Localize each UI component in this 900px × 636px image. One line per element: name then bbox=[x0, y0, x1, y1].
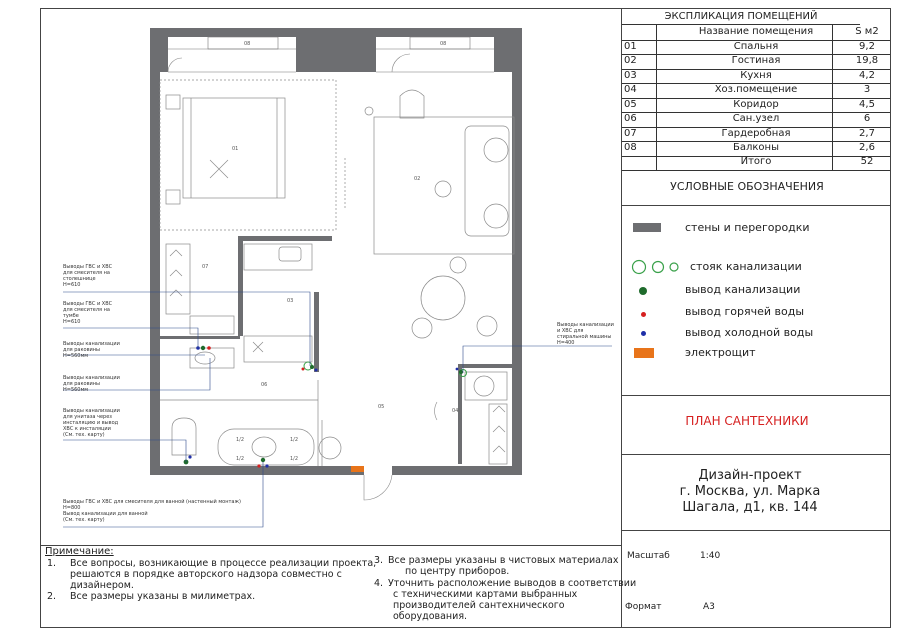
pipe-size-label: 1/2 bbox=[290, 437, 299, 443]
wall-pillar-3 bbox=[494, 28, 522, 72]
annotation-3 bbox=[63, 341, 120, 359]
note-3-line-1: Все размеры указаны в чистовых материалах bbox=[388, 555, 619, 566]
explication-row bbox=[622, 127, 890, 143]
legend-divider bbox=[622, 205, 891, 206]
legend-label-walls: стены и перегородки bbox=[685, 221, 810, 234]
hot-water-icon bbox=[302, 368, 305, 371]
note-1-line-3: дизайнером. bbox=[70, 580, 134, 591]
pipe-size-label: 1/2 bbox=[290, 456, 299, 462]
explication-row bbox=[622, 40, 890, 56]
room-number: 02 bbox=[624, 55, 637, 66]
partition-bath-top bbox=[160, 336, 240, 339]
wall-pillar-2 bbox=[296, 28, 376, 72]
sewer-outlet-icon bbox=[459, 370, 463, 374]
legend-label-sewer: вывод канализации bbox=[685, 283, 801, 296]
total-label: Итого bbox=[740, 156, 772, 167]
room-number: 03 bbox=[624, 69, 637, 81]
partition-utility-top bbox=[458, 364, 520, 368]
note-4-line-4: оборудования. bbox=[393, 611, 468, 622]
annotation-6-line-3: Вывод канализации для ванной bbox=[63, 511, 148, 517]
room-label: 08 bbox=[244, 41, 251, 47]
legend-title: УСЛОВНЫЕ ОБОЗНАЧЕНИЯ bbox=[670, 180, 824, 193]
room-number: 07 bbox=[624, 127, 637, 139]
wall-left bbox=[150, 28, 160, 466]
legend-label-riser: стояк канализации bbox=[690, 260, 802, 273]
annotation-7 bbox=[557, 322, 614, 346]
leader-lines bbox=[63, 292, 612, 527]
room-label: 03 bbox=[287, 298, 294, 304]
annotation-1 bbox=[63, 264, 112, 288]
sewer-outlet-icon bbox=[639, 287, 647, 295]
bathtub bbox=[218, 429, 314, 465]
room-label: 05 bbox=[378, 404, 385, 410]
annotation-3-line-2: для раковины bbox=[63, 347, 100, 353]
annotation-3-line-3: Н=560мм bbox=[63, 353, 89, 359]
explication-row bbox=[622, 83, 890, 99]
entry-door bbox=[364, 402, 437, 500]
wall-swatch bbox=[633, 223, 661, 232]
room-number: 01 bbox=[624, 40, 637, 52]
note-1-line-2: решаются в порядке авторского надзора совместно с bbox=[70, 569, 342, 580]
annotation-6-line-1: Выводы ГВС и ХВС для смесителя для ванной (настенный монтаж) bbox=[63, 499, 241, 505]
sewer-outlet-icon bbox=[201, 346, 205, 350]
annotation-2-line-2: для смесителя на bbox=[63, 307, 110, 313]
cold-water-icon bbox=[188, 455, 191, 458]
toilet bbox=[172, 418, 196, 455]
annotation-5-line-1: Выводы канализации bbox=[63, 408, 120, 414]
water-outlets bbox=[184, 346, 467, 468]
room-area: 4,2 bbox=[859, 69, 875, 81]
note-3-num: 3. bbox=[374, 555, 384, 566]
sewer-outlet-icon bbox=[261, 458, 265, 462]
room-number: 05 bbox=[624, 98, 637, 110]
room-name: Кухня bbox=[740, 69, 772, 81]
annotation-7-line-2: и ХВС для bbox=[557, 328, 584, 334]
cold-water-icon bbox=[456, 368, 459, 371]
explication-total bbox=[622, 155, 890, 171]
room-name: Спальня bbox=[733, 40, 779, 52]
legend-label-hot: вывод горячей воды bbox=[685, 305, 805, 318]
annotation-4 bbox=[63, 375, 120, 393]
kitchen-counter bbox=[244, 244, 312, 270]
room-name: Коридор bbox=[733, 98, 779, 110]
partition-kitchen bbox=[238, 236, 332, 241]
room-area: 2,6 bbox=[859, 142, 875, 153]
project-info bbox=[640, 468, 860, 516]
room-area: 3 bbox=[863, 84, 871, 95]
col-area-header: S м2 bbox=[855, 26, 879, 37]
nightstand-left bbox=[166, 190, 180, 204]
rug bbox=[374, 117, 514, 254]
project-line-1: Дизайн-проект bbox=[698, 468, 802, 483]
plan-title: ПЛАН САНТЕХНИКИ bbox=[685, 414, 809, 428]
plan-title-divider bbox=[622, 454, 891, 455]
explication-title: ЭКСПЛИКАЦИЯ ПОМЕЩЕНИЙ bbox=[622, 10, 860, 25]
room-label: 02 bbox=[414, 176, 421, 182]
wall-bottom-left bbox=[150, 466, 364, 475]
annotation-6-line-2: Н=800 bbox=[63, 505, 81, 511]
note-4-line-3: производителей сантехнического bbox=[393, 600, 565, 611]
room-name: Хоз.помещение bbox=[714, 84, 798, 95]
explication-header bbox=[622, 25, 890, 41]
explication-row bbox=[622, 54, 890, 70]
note-1-num: 1. bbox=[47, 558, 57, 569]
hot-water-icon bbox=[641, 312, 646, 317]
note-1-line-1: Все вопросы, возникающие в процессе реализации проекта, bbox=[70, 558, 377, 569]
project-line-2: г. Москва, ул. Марка bbox=[679, 484, 821, 499]
room-label: 08 bbox=[440, 41, 447, 47]
cold-water-icon bbox=[265, 464, 268, 467]
annotation-4-line-3: Н=560мм bbox=[63, 387, 89, 393]
legend-label-cold: вывод холодной воды bbox=[685, 326, 814, 339]
annotation-1-line-1: Выводы ГВС и ХВС bbox=[63, 264, 113, 270]
note-4-num: 4. bbox=[374, 578, 384, 589]
explication-row bbox=[622, 69, 890, 85]
annotation-6-line-4: (См. тех. карту) bbox=[63, 517, 105, 523]
room-label: 01 bbox=[232, 146, 239, 152]
annotation-7-line-1: Выводы канализации bbox=[557, 322, 614, 328]
room-number: 08 bbox=[624, 142, 637, 153]
project-line-3: Шагала, д1, кв. 144 bbox=[682, 500, 818, 515]
legend-label-panel: электрощит bbox=[685, 346, 756, 359]
pipe-size-label: 1/2 bbox=[236, 437, 245, 443]
wall-bottom-right bbox=[392, 466, 522, 475]
annotation-4-line-1: Выводы канализации bbox=[63, 375, 120, 381]
project-divider bbox=[622, 530, 891, 531]
table-col-line-1 bbox=[656, 25, 657, 170]
annotation-5-line-3: инсталяцию и вывод bbox=[63, 420, 119, 426]
hot-water-icon bbox=[207, 346, 211, 350]
room-area: 19,8 bbox=[855, 55, 879, 66]
note-2-num: 2. bbox=[47, 591, 57, 602]
room-name: Балконы bbox=[733, 142, 779, 153]
balcony-door-swing-2 bbox=[168, 58, 182, 72]
room-name: Сан.узел bbox=[732, 113, 780, 124]
note-4-line-1: Уточнить расположение выводов в соответствии bbox=[388, 578, 637, 589]
dining-table bbox=[421, 276, 465, 320]
annotation-5-line-5: (См. тех. карту) bbox=[63, 432, 105, 438]
living-furniture bbox=[244, 90, 514, 362]
legend-bottom-divider bbox=[622, 395, 891, 396]
annotation-1-line-4: Н=610 bbox=[63, 282, 81, 288]
scale-label: Масштаб bbox=[627, 551, 670, 561]
partition-wardrobe bbox=[238, 236, 243, 336]
room-name: Гостиная bbox=[731, 55, 781, 66]
cold-water-icon bbox=[641, 331, 646, 336]
wash-basin bbox=[195, 352, 215, 364]
room-area: 4,5 bbox=[859, 98, 875, 110]
annotation-2-line-3: тумбе bbox=[63, 313, 79, 319]
annotation-4-line-2: для раковины bbox=[63, 381, 100, 387]
balcony-1 bbox=[208, 37, 278, 49]
annotation-1-line-2: для смесителя на bbox=[63, 270, 110, 276]
walls bbox=[150, 28, 522, 475]
annotation-2-line-1: Выводы ГВС и ХВС bbox=[63, 301, 113, 307]
format-label: Формат bbox=[625, 602, 662, 612]
room-name: Гардеробная bbox=[721, 127, 791, 139]
note-2-line-1: Все размеры указаны в милиметрах. bbox=[70, 591, 256, 602]
notes-divider bbox=[40, 545, 622, 546]
electric-panel bbox=[351, 466, 364, 472]
cold-water-icon bbox=[315, 369, 318, 372]
pipe-size-label: 1/2 bbox=[236, 456, 245, 462]
room-number: 06 bbox=[624, 113, 637, 124]
armchair bbox=[400, 90, 424, 118]
room-number: 04 bbox=[624, 84, 637, 95]
col-name-header: Название помещения bbox=[698, 26, 814, 37]
room-area: 6 bbox=[863, 113, 871, 124]
explication-row bbox=[622, 112, 890, 128]
explication-row bbox=[622, 98, 890, 114]
annotation-3-line-1: Выводы канализации bbox=[63, 341, 120, 347]
room-area: 9,2 bbox=[859, 40, 875, 52]
annotation-6 bbox=[63, 499, 241, 523]
sewer-riser-icon bbox=[630, 258, 680, 276]
vanity bbox=[190, 348, 234, 368]
annotation-7-line-4: Н=400 bbox=[557, 340, 575, 346]
room-label: 07 bbox=[202, 264, 209, 270]
wall-pillar-1 bbox=[150, 28, 168, 72]
wall-right bbox=[512, 28, 522, 466]
table-col-line-2 bbox=[832, 25, 833, 170]
total-value: 52 bbox=[860, 156, 874, 167]
annotation-5-line-4: ХВС к инсталяции bbox=[63, 426, 111, 432]
sewer-outlet-icon bbox=[310, 365, 314, 369]
electric-panel-swatch bbox=[634, 348, 654, 358]
annotation-5-line-2: для унитаза через bbox=[63, 414, 112, 420]
room-area: 2,7 bbox=[859, 127, 875, 139]
room-label: 04 bbox=[452, 408, 459, 414]
room-label: 06 bbox=[261, 382, 268, 388]
bathroom-fixtures bbox=[160, 348, 341, 466]
note-3-line-2: по центру приборов. bbox=[405, 566, 510, 577]
annotation-2 bbox=[63, 301, 112, 325]
annotation-5 bbox=[63, 408, 120, 438]
wardrobe-shelves bbox=[166, 244, 507, 464]
note-4-line-2: с техническими картами выбранных bbox=[393, 589, 578, 600]
annotation-1-line-3: столешнице bbox=[63, 276, 96, 282]
annotation-2-line-4: Н=610 bbox=[63, 319, 81, 325]
scale-value: 1:40 bbox=[700, 551, 721, 561]
hot-water-icon bbox=[257, 464, 260, 467]
format-value: А3 bbox=[703, 602, 715, 612]
nightstand-right bbox=[166, 95, 180, 109]
partition-utility-left bbox=[458, 364, 462, 464]
bedroom-furniture bbox=[160, 80, 345, 230]
notes-title: Примечание: bbox=[45, 546, 114, 557]
cooktop bbox=[244, 336, 312, 362]
partition-bath bbox=[314, 292, 319, 372]
annotation-7-line-3: стиральной машины bbox=[557, 334, 612, 340]
